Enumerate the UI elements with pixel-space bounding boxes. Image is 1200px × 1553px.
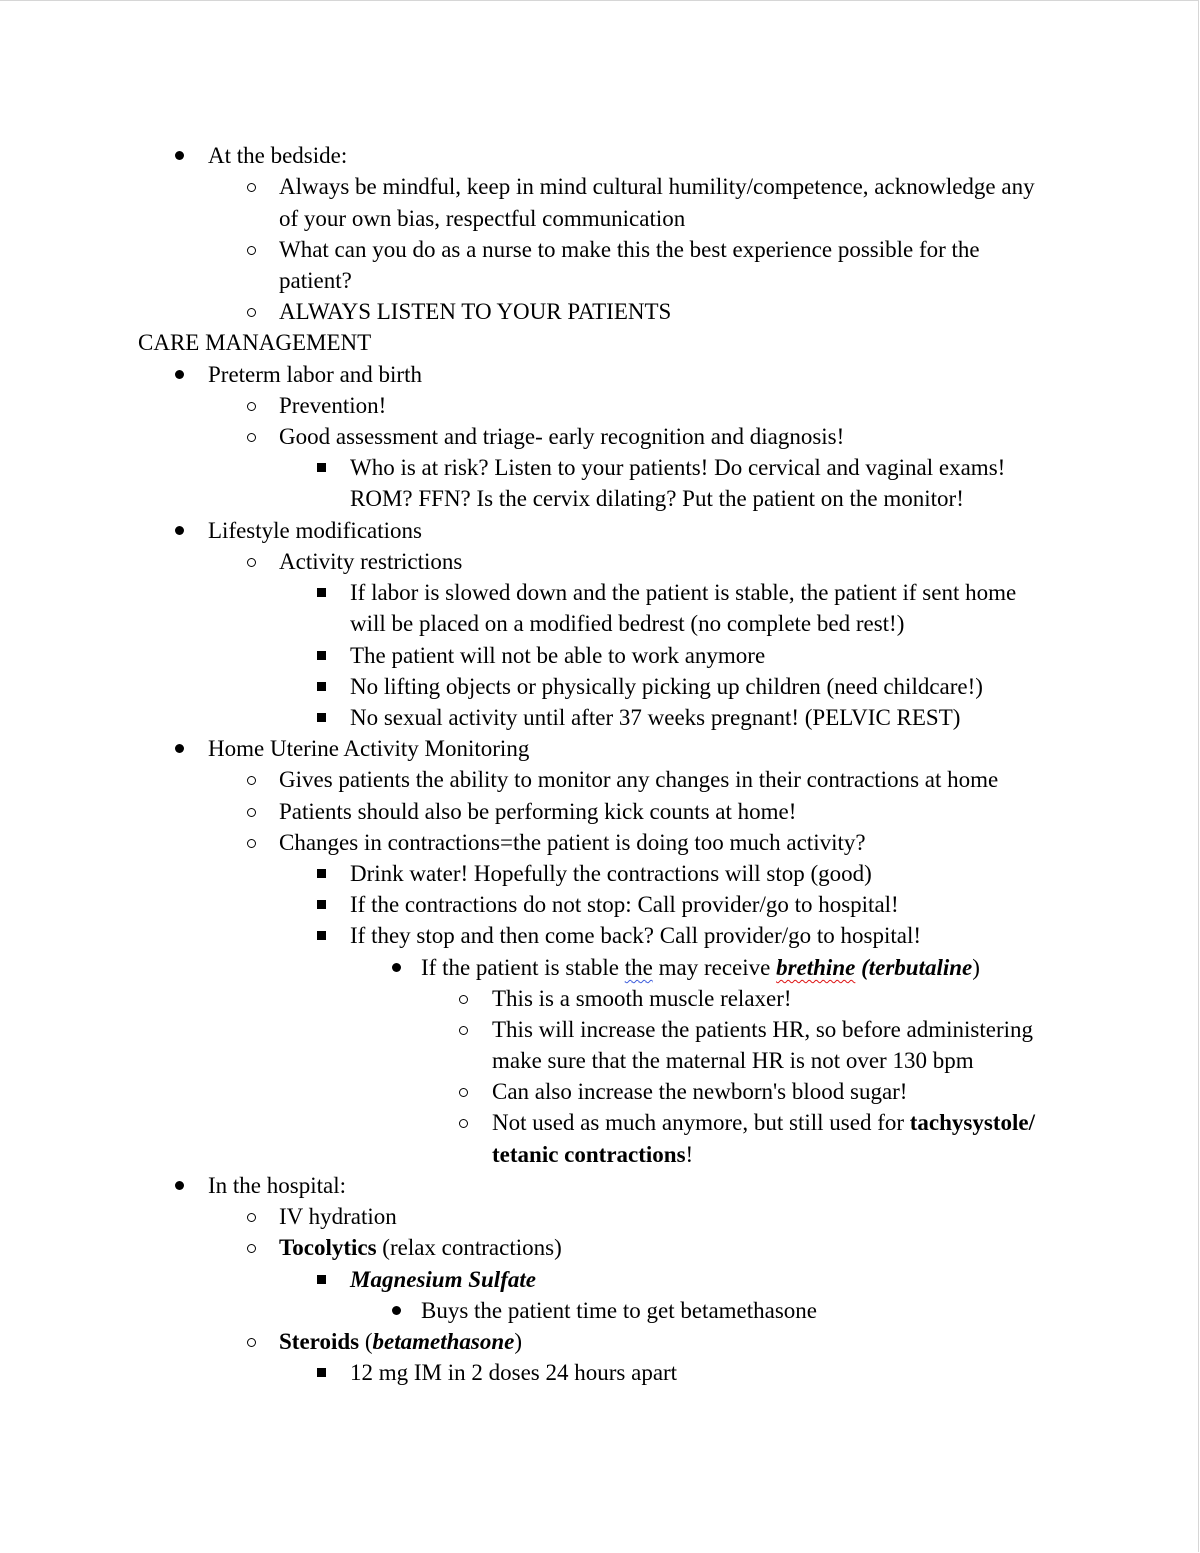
- list-item: This is a smooth muscle relaxer!: [492, 986, 792, 1011]
- bold-term: tetanic contractions: [492, 1142, 686, 1167]
- list-item: If they stop and then come back? Call provider/go to hospital!: [350, 923, 922, 948]
- list-item: At the bedside:: [208, 143, 348, 168]
- list-item: Lifestyle modifications: [208, 518, 422, 543]
- list-item: The patient will not be able to work anymore: [350, 643, 766, 668]
- list-item: Always be mindful, keep in mind cultural humility/competence, acknowledge any: [279, 174, 1035, 199]
- list-item: Prevention!: [279, 393, 387, 418]
- list-item: Good assessment and triage- early recognition and diagnosis!: [279, 424, 845, 449]
- list-item-continuation: [492, 1139, 693, 1170]
- list-item: [492, 1107, 1035, 1138]
- text-run: ): [514, 1329, 523, 1354]
- list-item: 12 mg IM in 2 doses 24 hours apart: [350, 1360, 678, 1385]
- list-item: This will increase the patients HR, so before administering: [492, 1017, 1034, 1042]
- bold-term: Tocolytics: [279, 1235, 377, 1260]
- list-item: Activity restrictions: [279, 549, 463, 574]
- list-item: If the contractions do not stop: Call provider/go to hospital!: [350, 892, 899, 917]
- text-run: ): [972, 955, 980, 980]
- list-item: Preterm labor and birth: [208, 362, 422, 387]
- drug-name: Magnesium Sulfate: [350, 1267, 536, 1292]
- section-heading: CARE MANAGEMENT: [138, 330, 372, 355]
- list-item-continuation: ROM? FFN? Is the cervix dilating? Put the patient on the monitor!: [350, 486, 964, 511]
- list-item: In the hospital:: [208, 1173, 346, 1198]
- drug-name-flagged: brethine: [776, 955, 856, 980]
- list-item: No sexual activity until after 37 weeks pregnant! (PELVIC REST): [350, 705, 961, 730]
- list-item: IV hydration: [279, 1204, 397, 1229]
- list-item: Who is at risk? Listen to your patients! Do cervical and vaginal exams!: [350, 455, 1006, 480]
- text-run: !: [685, 1142, 694, 1167]
- list-item: [279, 1232, 562, 1263]
- bold-term: tachysystole/: [909, 1110, 1035, 1135]
- text-run: (relax contractions): [376, 1235, 562, 1260]
- text-run: If the patient is stable: [421, 955, 625, 980]
- list-item: Changes in contractions=the patient is doing too much activity?: [279, 830, 866, 855]
- list-item: No lifting objects or physically picking up children (need childcare!): [350, 674, 983, 699]
- list-item: Buys the patient time to get betamethasone: [421, 1298, 818, 1323]
- flagged-word: the: [624, 955, 653, 980]
- list-item: If labor is slowed down and the patient is stable, the patient if sent home: [350, 580, 1017, 605]
- list-item: Home Uterine Activity Monitoring: [208, 736, 530, 761]
- list-item: Drink water! Hopefully the contractions will stop (good): [350, 861, 872, 886]
- list-item: Gives patients the ability to monitor any changes in their contractions at home: [279, 767, 999, 792]
- list-item-continuation: of your own bias, respectful communication: [279, 206, 686, 231]
- list-item: What can you do as a nurse to make this the best experience possible for the: [279, 237, 980, 262]
- list-item: ALWAYS LISTEN TO YOUR PATIENTS: [279, 299, 672, 324]
- text-run: (: [359, 1329, 373, 1354]
- list-item: Patients should also be performing kick counts at home!: [279, 799, 797, 824]
- drug-name: (terbutaline: [855, 955, 973, 980]
- list-item-continuation: make sure that the maternal HR is not over 130 bpm: [492, 1048, 974, 1073]
- drug-name: betamethasone: [372, 1329, 515, 1354]
- list-item: [279, 1326, 522, 1357]
- list-item-continuation: patient?: [279, 268, 352, 293]
- list-item-continuation: will be placed on a modified bedrest (no complete bed rest!): [350, 611, 905, 636]
- list-item: Can also increase the newborn's blood sugar!: [492, 1079, 908, 1104]
- bold-term: Steroids: [279, 1329, 360, 1354]
- text-run: may receive: [652, 955, 777, 980]
- text-run: Not used as much anymore, but still used for: [492, 1110, 910, 1135]
- list-item: [421, 952, 980, 983]
